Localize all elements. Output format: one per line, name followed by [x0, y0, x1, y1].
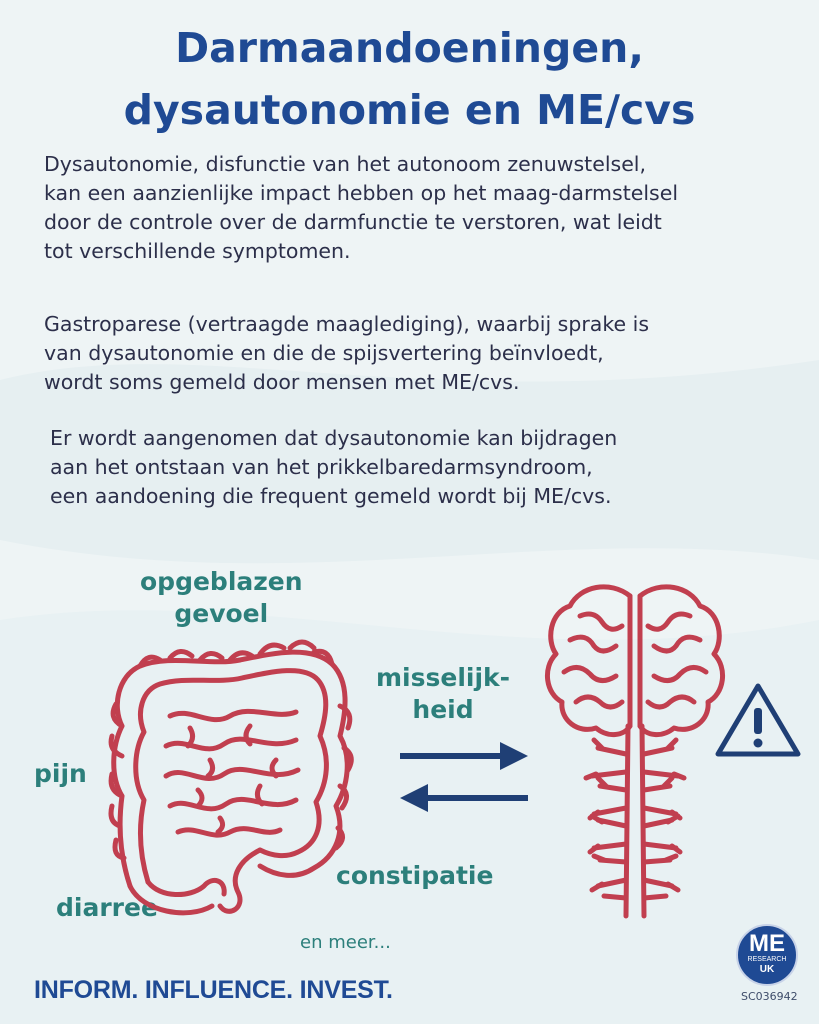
- text-line: door de controle over de darmfunctie te verstoren, wat leidt: [44, 210, 662, 234]
- symptom-more: en meer...: [300, 932, 391, 953]
- paragraph-gastroparese: [44, 310, 649, 397]
- text-line: kan een aanzienlijke impact hebben op het maag-darmstelsel: [44, 181, 679, 205]
- symptom-nausea-line-2: heid: [412, 695, 474, 724]
- text-line: Dysautonomie, disfunctie van het autonoom zenuwstelsel,: [44, 152, 647, 176]
- arrow-left-icon: [400, 784, 528, 812]
- arrows-exchange: [396, 736, 532, 812]
- page-title-line-2: dysautonomie en ME/cvs: [123, 86, 696, 134]
- logo-research: RESEARCH: [747, 956, 787, 963]
- text-line: een aandoening die frequent gemeld wordt bij ME/cvs.: [50, 484, 612, 508]
- symptom-pain: pijn: [34, 759, 87, 788]
- text-line: van dysautonomie en die de spijsvertering beïnvloedt,: [44, 341, 604, 365]
- text-line: Gastroparese (vertraagde maaglediging), waarbij sprake is: [44, 312, 650, 336]
- charity-number: SC036942: [741, 990, 798, 1003]
- symptom-constipation: constipatie: [336, 861, 494, 890]
- symptom-nausea-line-1: misselijk-: [376, 663, 511, 692]
- symptom-diarrhea: diarree: [56, 893, 158, 922]
- arrow-right-icon: [400, 742, 528, 770]
- paragraph-pds: [50, 424, 617, 511]
- footer-tagline: INFORM. INFLUENCE. INVEST.: [34, 976, 393, 1004]
- symptom-bloated-line-2: gevoel: [174, 599, 269, 628]
- brain-spinal-cord-icon: [540, 576, 730, 936]
- symptom-bloated: [140, 566, 303, 630]
- logo-me: ME: [749, 930, 785, 957]
- symptom-nausea: [376, 662, 510, 726]
- me-research-uk-logo: [736, 924, 798, 986]
- page-title-line-1: Darmaandoeningen,: [175, 24, 644, 72]
- text-line: aan het ontstaan van het prikkelbaredarmsyndroom,: [50, 455, 593, 479]
- logo-uk: UK: [759, 964, 775, 975]
- text-line: tot verschillende symptomen.: [44, 239, 351, 263]
- text-line: Er wordt aangenomen dat dysautonomie kan bijdragen: [50, 426, 618, 450]
- intestine-icon: [100, 636, 360, 926]
- paragraph-dysautonomie: [44, 150, 678, 266]
- warning-icon: [712, 680, 804, 760]
- symptom-bloated-line-1: opgeblazen: [140, 567, 303, 596]
- text-line: wordt soms gemeld door mensen met ME/cvs.: [44, 370, 520, 394]
